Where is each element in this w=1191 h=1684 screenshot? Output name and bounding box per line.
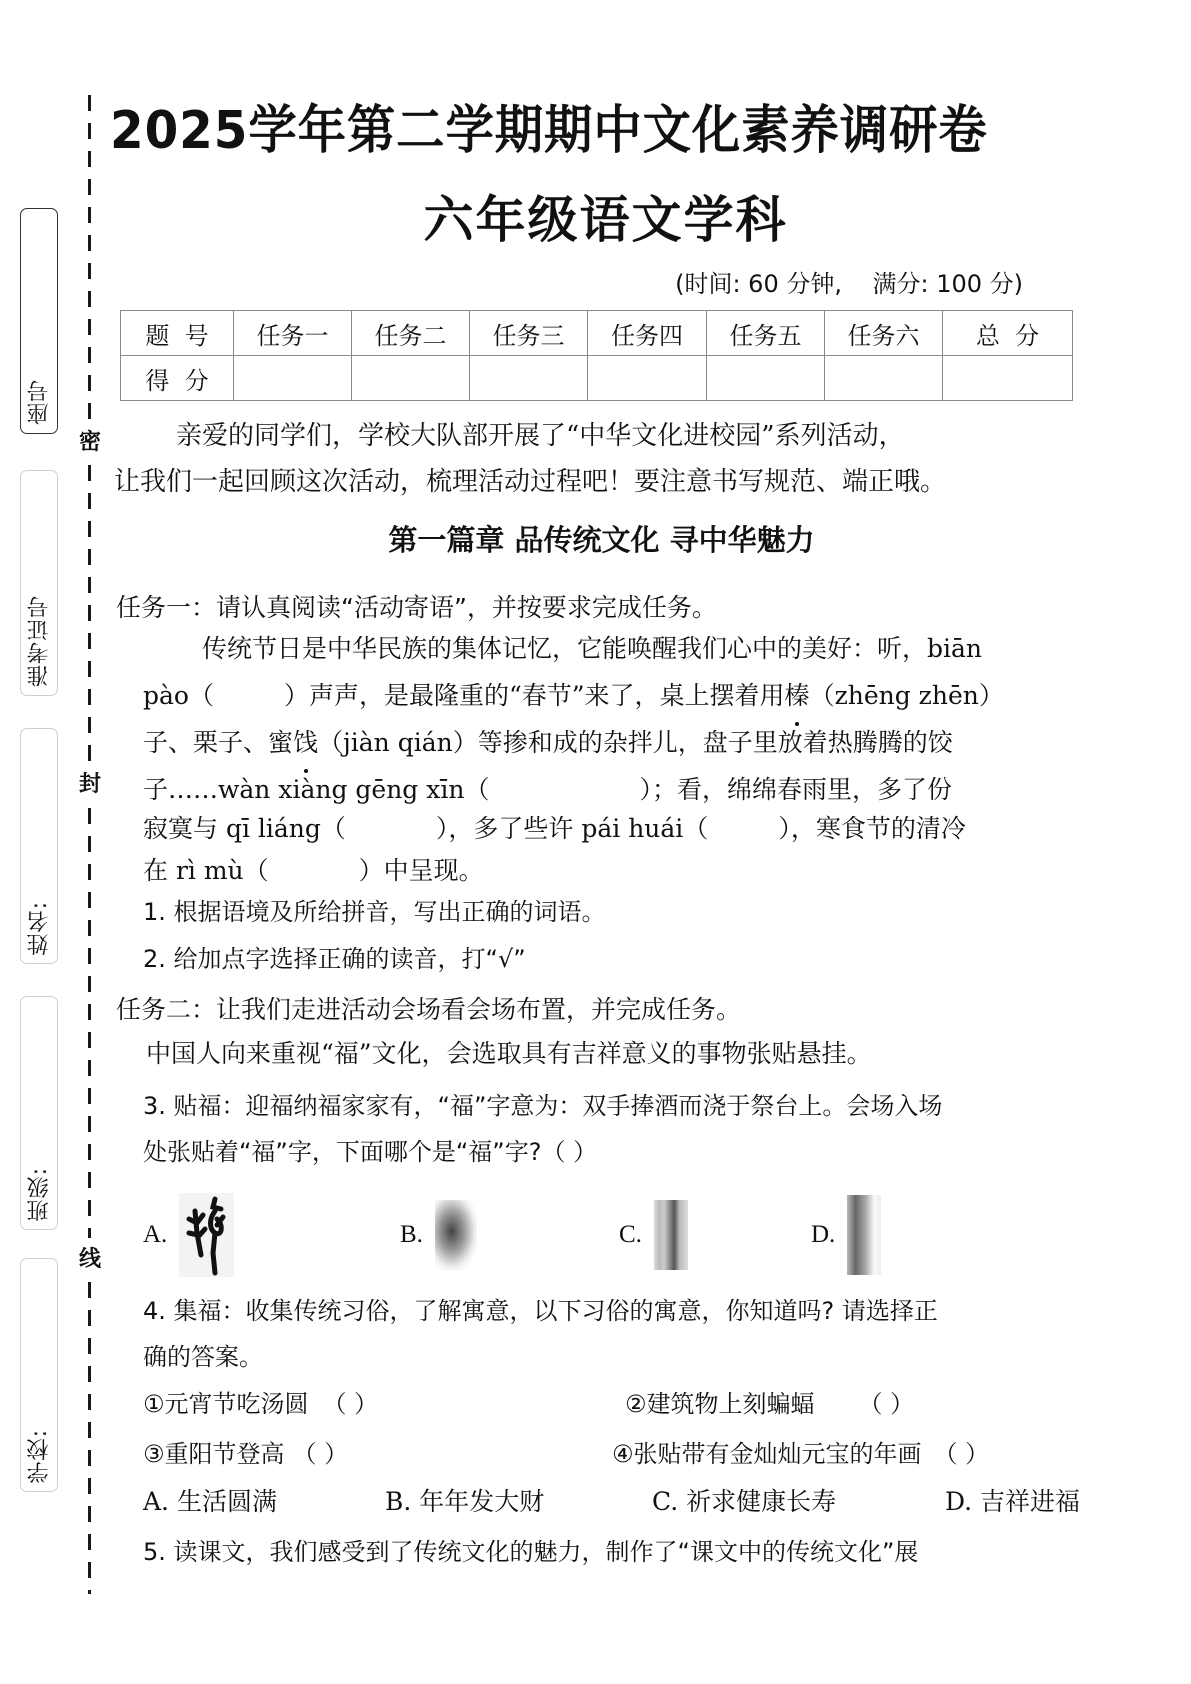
score-table-header-row	[121, 311, 1073, 356]
binding-dashed-line-bottom	[88, 1282, 91, 1594]
header-cell-task-5: 任务五	[707, 311, 825, 356]
task-1-passage-line-3	[143, 719, 953, 767]
option-a-letter: A.	[143, 1221, 168, 1248]
task-1-passage-line-5	[143, 805, 966, 853]
header-cell-task-2: 任务二	[352, 311, 470, 356]
exam-title: 2025学年第二学期期中文化素养调研卷	[110, 101, 988, 161]
passage-text: 在 rì mù（	[143, 856, 269, 885]
custom-item-4	[612, 1430, 989, 1478]
binding-word-xian: 线	[75, 1245, 105, 1275]
name-label: 姓名:	[26, 900, 52, 955]
header-cell-question-number: 题 号	[121, 311, 234, 356]
question-3-options	[143, 1190, 1043, 1280]
meaning-choice-d: D. 吉祥进福	[945, 1487, 1081, 1516]
question-3-line-1: 3. 贴福：迎福纳福家家有，“福”字意为：双手捧酒而浇于祭台上。会场入场	[143, 1092, 943, 1120]
seat-number-label: 座号	[26, 379, 52, 425]
header-cell-task-3: 任务三	[470, 311, 588, 356]
passage-text: 子、栗子、蜜	[143, 728, 294, 757]
oracle-bone-fu-glyph-icon	[179, 1193, 234, 1277]
score-table	[120, 310, 1073, 401]
header-cell-task-1: 任务一	[234, 311, 352, 356]
time-and-score-info: (时间: 60 分钟, 满分: 100 分)	[675, 270, 1023, 298]
task-1-passage-line-2	[143, 672, 1004, 720]
dotted-character-qian: 饯	[293, 719, 318, 767]
score-cell-task-3[interactable]	[470, 356, 588, 401]
score-cell-task-1[interactable]	[234, 356, 352, 401]
custom-item-2	[625, 1380, 914, 1428]
custom-item-1	[143, 1380, 378, 1428]
name-field[interactable]	[20, 728, 58, 964]
score-cell-task-6[interactable]	[825, 356, 943, 401]
option-d[interactable]	[811, 1190, 881, 1280]
intro-line-1: 亲爱的同学们，学校大队部开展了“中华文化进校园”系列活动，	[176, 421, 905, 451]
exam-number-field[interactable]	[20, 470, 58, 696]
passage-text: ）声声，是最隆重的“春节”来了，桌上摆着用	[283, 681, 785, 710]
chapter-title: 第一篇章 品传统文化 寻中华魅力	[388, 523, 815, 557]
meaning-choice-b: B. 年年发大财	[385, 1487, 545, 1516]
passage-text: ）中呈现。	[358, 856, 484, 885]
score-table-score-row	[121, 356, 1073, 401]
question-1: 1. 根据语境及所给拼音，写出正确的词语。	[143, 898, 606, 926]
task-2-heading: 任务二：让我们走进活动会场看会场布置，并完成任务。	[116, 995, 742, 1024]
custom-item-3-answer-blank[interactable]: （ ）	[292, 1440, 349, 1468]
passage-text: 寂寞与 qī liáng（	[143, 814, 346, 843]
binding-dashed-line-middle	[88, 465, 91, 765]
header-cell-total: 总 分	[943, 311, 1073, 356]
passage-text: 子……wàn xiàng gēng xīn（	[143, 775, 490, 804]
passage-text: pào（	[143, 681, 214, 710]
school-label: 学校:	[26, 1428, 52, 1483]
option-a[interactable]	[143, 1190, 234, 1280]
header-cell-task-4: 任务四	[588, 311, 707, 356]
custom-item-2-text: ②建筑物上刻蝙蝠	[625, 1390, 815, 1418]
pronunciation-choice-zhen[interactable]: （zhēng zhēn）	[809, 681, 1004, 710]
custom-item-3-text: ③重阳节登高	[143, 1440, 285, 1468]
custom-item-2-answer-blank[interactable]: （ ）	[858, 1390, 915, 1418]
score-cell-task-2[interactable]	[352, 356, 470, 401]
score-cell-task-5[interactable]	[707, 356, 825, 401]
class-label: 班级:	[26, 1166, 52, 1221]
question-4-line-2: 确的答案。	[143, 1343, 263, 1371]
score-cell-total[interactable]	[943, 356, 1073, 401]
custom-item-1-answer-blank[interactable]: （ ）	[322, 1390, 379, 1418]
blurred-glyph-c-icon	[654, 1200, 688, 1270]
blurred-glyph-d-icon	[847, 1195, 881, 1275]
option-d-letter: D.	[811, 1221, 836, 1248]
exam-number-label: 准考证号	[26, 595, 52, 687]
school-field[interactable]	[20, 1258, 58, 1492]
passage-text: ），寒食节的清冷	[778, 814, 966, 843]
passage-text: ），多了些许 pái huái（	[435, 814, 709, 843]
option-b-letter: B.	[400, 1221, 423, 1248]
exam-subtitle: 六年级语文学科	[423, 191, 788, 249]
pronunciation-choice-qian[interactable]: （jiàn qián）等掺和成的杂拌儿，盘子里放着热腾腾的饺	[318, 728, 953, 757]
option-b[interactable]	[400, 1190, 477, 1280]
question-5: 5. 读课文，我们感受到了传统文化的魅力，制作了“课文中的传统文化”展	[143, 1538, 919, 1566]
binding-dashed-line-lower	[88, 808, 91, 1238]
class-field[interactable]	[20, 996, 58, 1230]
score-row-label: 得 分	[121, 356, 234, 401]
custom-item-4-text: ④张贴带有金灿灿元宝的年画	[612, 1440, 922, 1468]
task-1-heading: 任务一：请认真阅读“活动寄语”，并按要求完成任务。	[116, 593, 717, 622]
question-3-line-2: 处张贴着“福”字，下面哪个是“福”字?（ ）	[143, 1138, 598, 1166]
question-4-line-1: 4. 集福：收集传统习俗，了解寓意，以下习俗的寓意，你知道吗? 请选择正	[143, 1297, 938, 1325]
task-2-intro: 中国人向来重视“福”文化，会选取具有吉祥意义的事物张贴悬挂。	[146, 1039, 872, 1068]
meaning-choice-c: C. 祈求健康长寿	[652, 1487, 837, 1516]
meaning-choice-a: A. 生活圆满	[143, 1487, 277, 1516]
blurred-glyph-b-icon	[435, 1200, 477, 1270]
binding-word-mi: 密	[75, 428, 105, 458]
intro-line-2: 让我们一起回顾这次活动，梳理活动过程吧！要注意书写规范、端正哦。	[114, 467, 947, 497]
custom-item-4-answer-blank[interactable]: （ ）	[933, 1440, 990, 1468]
custom-item-3	[143, 1430, 348, 1478]
dotted-character-zhen: 榛	[785, 672, 810, 720]
question-2: 2. 给加点字选择正确的读音，打“√”	[143, 945, 526, 973]
option-c[interactable]	[619, 1190, 688, 1280]
binding-word-feng: 封	[75, 770, 105, 800]
option-c-letter: C.	[619, 1221, 642, 1248]
passage-text: ）；看，绵绵春雨里，多了份	[639, 775, 952, 804]
header-cell-task-6: 任务六	[825, 311, 943, 356]
task-1-passage-line-1: 传统节日是中华民族的集体记忆，它能唤醒我们心中的美好：听，biān	[202, 634, 983, 663]
custom-item-1-text: ①元宵节吃汤圆	[143, 1390, 309, 1418]
score-cell-task-4[interactable]	[588, 356, 707, 401]
binding-dashed-line-top	[88, 95, 91, 420]
